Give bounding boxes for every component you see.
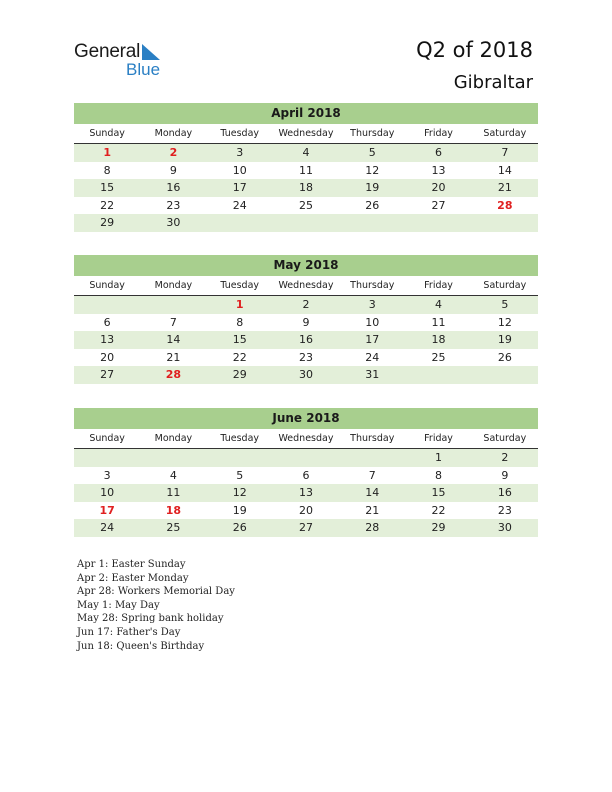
empty-day-cell [140, 449, 206, 467]
weekday-label: Friday [424, 280, 453, 291]
month-calendar-april [74, 103, 538, 232]
empty-day-cell [207, 449, 273, 467]
day-cell: 28 [365, 521, 380, 535]
day-cell: 19 [232, 503, 247, 517]
day-cell: 23 [497, 503, 512, 517]
weekday-label: Friday [424, 433, 453, 444]
day-cell: 3 [236, 146, 244, 159]
weekday-header-row [74, 430, 538, 449]
day-cell: 15 [100, 181, 115, 195]
day-cell: 2 [169, 146, 178, 159]
week-row [74, 484, 538, 502]
holiday-note: Apr 1: Easter Sunday [77, 559, 186, 570]
day-cell: 19 [497, 333, 512, 347]
weekday-label: Sunday [89, 280, 125, 291]
day-cell: 4 [169, 468, 177, 482]
day-cell: 4 [435, 298, 443, 311]
day-cell: 19 [365, 181, 380, 195]
empty-day-cell [273, 214, 339, 232]
day-cell: 6 [302, 468, 310, 482]
holiday-note: Jun 17: Father's Day [77, 626, 181, 638]
logo-word-general: General [74, 41, 141, 62]
day-cell: 13 [100, 333, 115, 347]
day-cell: 27 [100, 368, 115, 382]
day-cell: 30 [497, 521, 512, 535]
day-cell: 2 [501, 451, 509, 464]
day-cell: 5 [368, 146, 376, 159]
day-cell: 16 [298, 333, 313, 347]
weekday-label: Monday [154, 128, 193, 139]
weekday-label: Saturday [483, 280, 527, 291]
day-cell: 14 [166, 333, 181, 347]
holiday-note: Apr 28: Workers Memorial Day [77, 586, 235, 598]
day-cell: 21 [497, 181, 512, 195]
day-cell: 9 [501, 468, 509, 482]
day-cell: 5 [236, 468, 244, 482]
week-row [74, 502, 538, 520]
empty-day-cell [339, 214, 405, 232]
day-cell: 24 [365, 350, 380, 364]
empty-day-cell [74, 296, 140, 314]
day-cell: 13 [431, 163, 446, 177]
day-cell: 3 [103, 468, 111, 482]
day-cell: 21 [365, 503, 380, 517]
day-cell: 15 [431, 486, 446, 500]
day-cell: 8 [236, 315, 244, 329]
day-cell: 6 [435, 146, 443, 159]
week-row [74, 162, 538, 180]
day-cell: 22 [100, 198, 115, 212]
day-cell: 26 [365, 198, 380, 212]
day-cell: 18 [298, 181, 313, 195]
weekday-label: Thursday [350, 128, 395, 139]
month-header: May 2018 [74, 255, 538, 276]
generalblue-logo [74, 42, 160, 78]
day-cell: 30 [166, 216, 181, 230]
empty-day-cell [339, 449, 405, 467]
holiday-note: Jun 18: Queen's Birthday [77, 640, 205, 652]
empty-day-cell [273, 449, 339, 467]
day-cell: 17 [99, 503, 115, 517]
empty-day-cell [472, 366, 538, 384]
day-cell: 16 [166, 181, 181, 195]
holiday-note: May 28: Spring bank holiday [77, 613, 224, 625]
weekday-label: Tuesday [220, 280, 260, 291]
day-cell: 12 [232, 486, 247, 500]
day-cell: 9 [302, 315, 310, 329]
day-cell: 23 [166, 198, 181, 212]
day-cell: 18 [165, 503, 182, 517]
day-cell: 29 [100, 216, 115, 230]
page-title: Q2 of 2018 [416, 38, 533, 62]
holiday-note: May 1: May Day [77, 599, 160, 611]
day-cell: 20 [298, 503, 313, 517]
weekday-label: Wednesday [278, 280, 334, 291]
day-cell: 8 [435, 468, 443, 482]
week-row [74, 179, 538, 197]
week-row [74, 467, 538, 485]
day-cell: 26 [232, 521, 247, 535]
holiday-notes [77, 558, 235, 653]
weekday-label: Monday [154, 433, 193, 444]
week-row [74, 449, 538, 467]
empty-day-cell [472, 214, 538, 232]
weekday-header-row [74, 125, 538, 144]
week-row [74, 331, 538, 349]
day-cell: 7 [368, 468, 376, 482]
month-calendar-may [74, 255, 538, 384]
month-header: April 2018 [74, 103, 538, 124]
weekday-label: Saturday [483, 128, 527, 139]
day-cell: 24 [232, 198, 247, 212]
weekday-label: Wednesday [278, 433, 334, 444]
day-cell: 24 [100, 521, 115, 535]
day-cell: 7 [501, 146, 509, 159]
week-row [74, 296, 538, 314]
day-cell: 23 [298, 350, 313, 364]
day-cell: 14 [497, 163, 512, 177]
week-row [74, 366, 538, 384]
empty-day-cell [405, 214, 471, 232]
day-cell: 26 [497, 350, 512, 364]
day-cell: 9 [169, 163, 177, 177]
weekday-header-row [74, 277, 538, 296]
weekday-label: Tuesday [220, 128, 260, 139]
weekday-label: Tuesday [220, 433, 260, 444]
day-cell: 8 [103, 163, 111, 177]
weekday-label: Saturday [483, 433, 527, 444]
weekday-label: Sunday [89, 128, 125, 139]
day-cell: 30 [298, 368, 313, 382]
day-cell: 22 [232, 350, 247, 364]
day-cell: 22 [431, 503, 446, 517]
day-cell: 16 [497, 486, 512, 500]
day-cell: 28 [165, 368, 182, 382]
day-cell: 1 [103, 146, 111, 159]
day-cell: 25 [298, 198, 313, 212]
day-cell: 21 [166, 350, 181, 364]
day-cell: 31 [365, 368, 380, 382]
empty-day-cell [74, 449, 140, 467]
month-header: June 2018 [74, 408, 538, 429]
week-row [74, 214, 538, 232]
day-cell: 15 [232, 333, 247, 347]
day-cell: 14 [365, 486, 380, 500]
week-row [74, 519, 538, 537]
day-cell: 10 [365, 315, 380, 329]
weekday-label: Monday [154, 280, 193, 291]
weekday-label: Friday [424, 128, 453, 139]
day-cell: 13 [298, 486, 313, 500]
weekday-label: Wednesday [278, 128, 334, 139]
day-cell: 28 [497, 198, 513, 212]
week-row [74, 197, 538, 215]
day-cell: 1 [235, 298, 244, 311]
day-cell: 5 [501, 298, 509, 311]
page-subtitle: Gibraltar [453, 72, 533, 93]
weekday-label: Thursday [350, 433, 395, 444]
day-cell: 20 [100, 350, 115, 364]
logo-triangle-icon [140, 44, 162, 62]
day-cell: 20 [431, 181, 446, 195]
day-cell: 10 [232, 163, 247, 177]
week-row [74, 314, 538, 332]
day-cell: 12 [497, 315, 512, 329]
month-calendar-june [74, 408, 538, 537]
day-cell: 27 [431, 198, 446, 212]
day-cell: 29 [431, 521, 446, 535]
day-cell: 6 [103, 315, 111, 329]
week-row [74, 349, 538, 367]
day-cell: 7 [169, 315, 177, 329]
day-cell: 25 [166, 521, 181, 535]
day-cell: 1 [435, 451, 443, 464]
day-cell: 10 [100, 486, 115, 500]
day-cell: 11 [166, 486, 181, 500]
day-cell: 11 [298, 163, 313, 177]
day-cell: 17 [365, 333, 380, 347]
day-cell: 17 [232, 181, 247, 195]
empty-day-cell [140, 296, 206, 314]
day-cell: 12 [365, 163, 380, 177]
logo-word-blue: Blue [126, 60, 161, 79]
empty-day-cell [207, 214, 273, 232]
weekday-label: Sunday [89, 433, 125, 444]
weekday-label: Thursday [350, 280, 395, 291]
day-cell: 27 [298, 521, 313, 535]
day-cell: 3 [368, 298, 376, 311]
day-cell: 29 [232, 368, 247, 382]
week-row [74, 144, 538, 162]
day-cell: 25 [431, 350, 446, 364]
holiday-note: Apr 2: Easter Monday [77, 572, 189, 584]
day-cell: 18 [431, 333, 446, 347]
day-cell: 4 [302, 146, 310, 159]
day-cell: 11 [431, 315, 446, 329]
empty-day-cell [405, 366, 471, 384]
day-cell: 2 [302, 298, 310, 311]
